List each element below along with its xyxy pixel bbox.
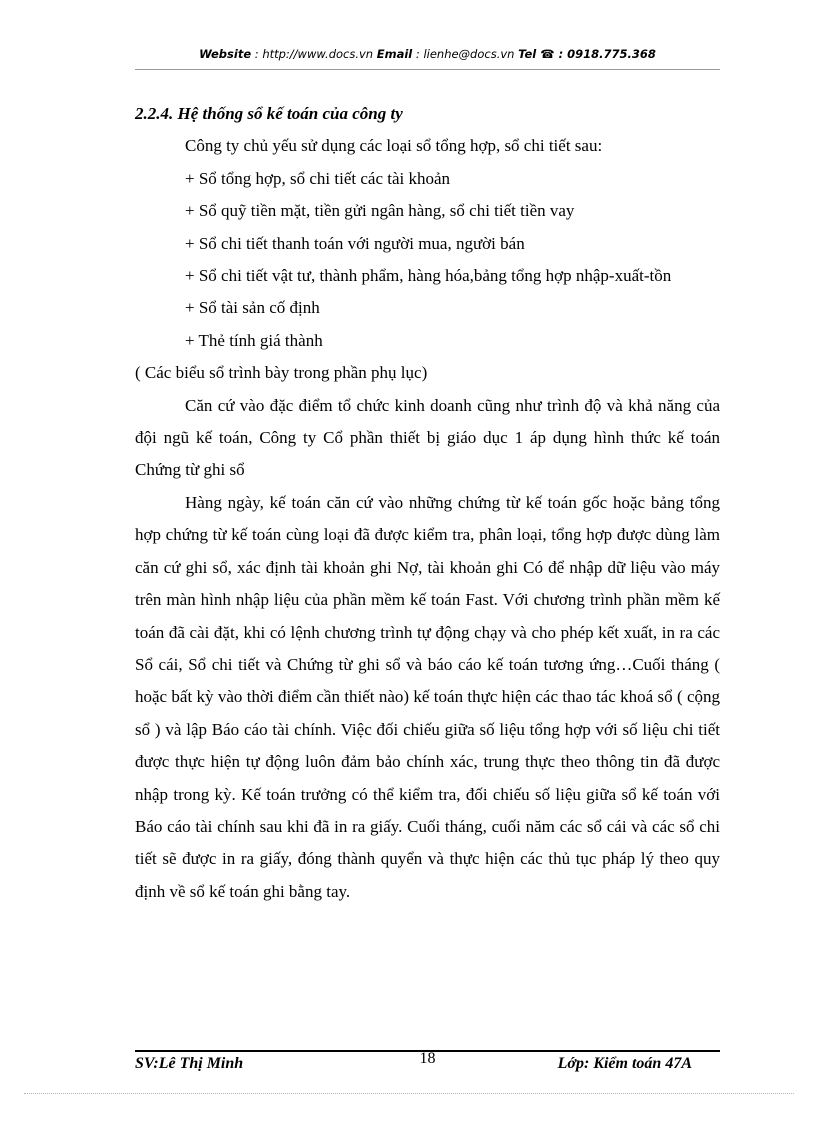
paragraph: Hàng ngày, kế toán căn cứ vào những chứng từ kế toán gốc hoặc bảng tổng hợp chứng từ kế toán cùng loại đã được kiểm tra, phân loại, tổng hợp được dùng làm căn cứ ghi sổ, xác định tài khoản ghi Nợ, tài khoản ghi Có để nhập dữ liệu vào máy trên màn hình nhập liệu của phần mềm kế toán Fast. Với chương trình phần mềm kế toán đã cài đặt, khi có lệnh chương trình tự động chạy và cho phép kết xuất, in ra các Sổ cái, Sổ chi tiết và Chứng từ ghi sổ và báo cáo kế toán tương ứng…Cuối tháng ( hoặc bất kỳ vào thời điểm cần thiết nào) kế toán thực hiện các thao tác khoá sổ ( cộng sổ ) và lập Báo cáo tài chính. Việc đối chiếu giữa số liệu tổng hợp với số liệu chi tiết được thực hiện tự động luôn đảm bảo chính xác, trung thực theo thông tin đã được nhập trong kỳ. Kế toán trưởng có thể kiểm tra, đối chiếu số liệu giữa sổ kế toán với Báo cáo tài chính sau khi đã in ra giấy. Cuối tháng, cuối năm các sổ cái và các sổ chi tiết sẽ được in ra giấy, đóng thành quyển và thực hiện các thủ tục pháp lý theo quy định về sổ kế toán ghi bằng tay.	[135, 492, 720, 901]
list-item: + Sổ chi tiết thanh toán với người mua, người bán	[185, 233, 525, 253]
page-footer	[135, 1052, 720, 1078]
document-body	[135, 98, 720, 908]
intro-text: Công ty chủ yếu sử dụng các loại sổ tổng hợp, sổ chi tiết sau:	[185, 136, 603, 156]
tel-value: 0918.775.368	[567, 47, 656, 61]
section-heading: 2.2.4. Hệ thống sổ kế toán của công ty	[135, 104, 403, 123]
list-item: + Sổ chi tiết vật tư, thành phẩm, hàng hóa,bảng tổng hợp nhập-xuất-tồn	[185, 266, 672, 286]
email-label: Email	[376, 47, 413, 61]
list-item: + Sổ quỹ tiền mặt, tiền gửi ngân hàng, sổ chi tiết tiền vay	[185, 201, 575, 221]
website-link[interactable]: http://www.docs.vn	[262, 47, 374, 61]
page-number: 18	[419, 1050, 436, 1067]
page-edge-divider	[24, 1093, 794, 1094]
paragraph: Căn cứ vào đặc điểm tổ chức kinh doanh cũng như trình độ và khả năng của đội ngũ kế toán, Công ty Cổ phần thiết bị giáo dục 1 áp dụng hình thức kế toán Chứng từ ghi sổ	[135, 395, 720, 480]
tel-label: Tel ☎	[518, 47, 555, 61]
page-header: Website : http://www.docs.vn Email : lienhe@docs.vn Tel ☎ : 0918.775.368	[135, 47, 720, 70]
class-label: Lớp: Kiểm toán 47A	[557, 1055, 692, 1072]
email-link[interactable]: lienhe@docs.vn	[423, 47, 515, 61]
note-text: ( Các biểu sổ trình bày trong phần phụ lục)	[135, 363, 428, 383]
student-name: SV:Lê Thị Minh	[135, 1055, 244, 1072]
list-item: + Thẻ tính giá thành	[185, 330, 323, 350]
list-item: + Sổ tổng hợp, sổ chi tiết các tài khoản	[185, 168, 451, 188]
list-item: + Sổ tài sản cố định	[185, 298, 320, 318]
website-label: Website	[199, 47, 252, 61]
